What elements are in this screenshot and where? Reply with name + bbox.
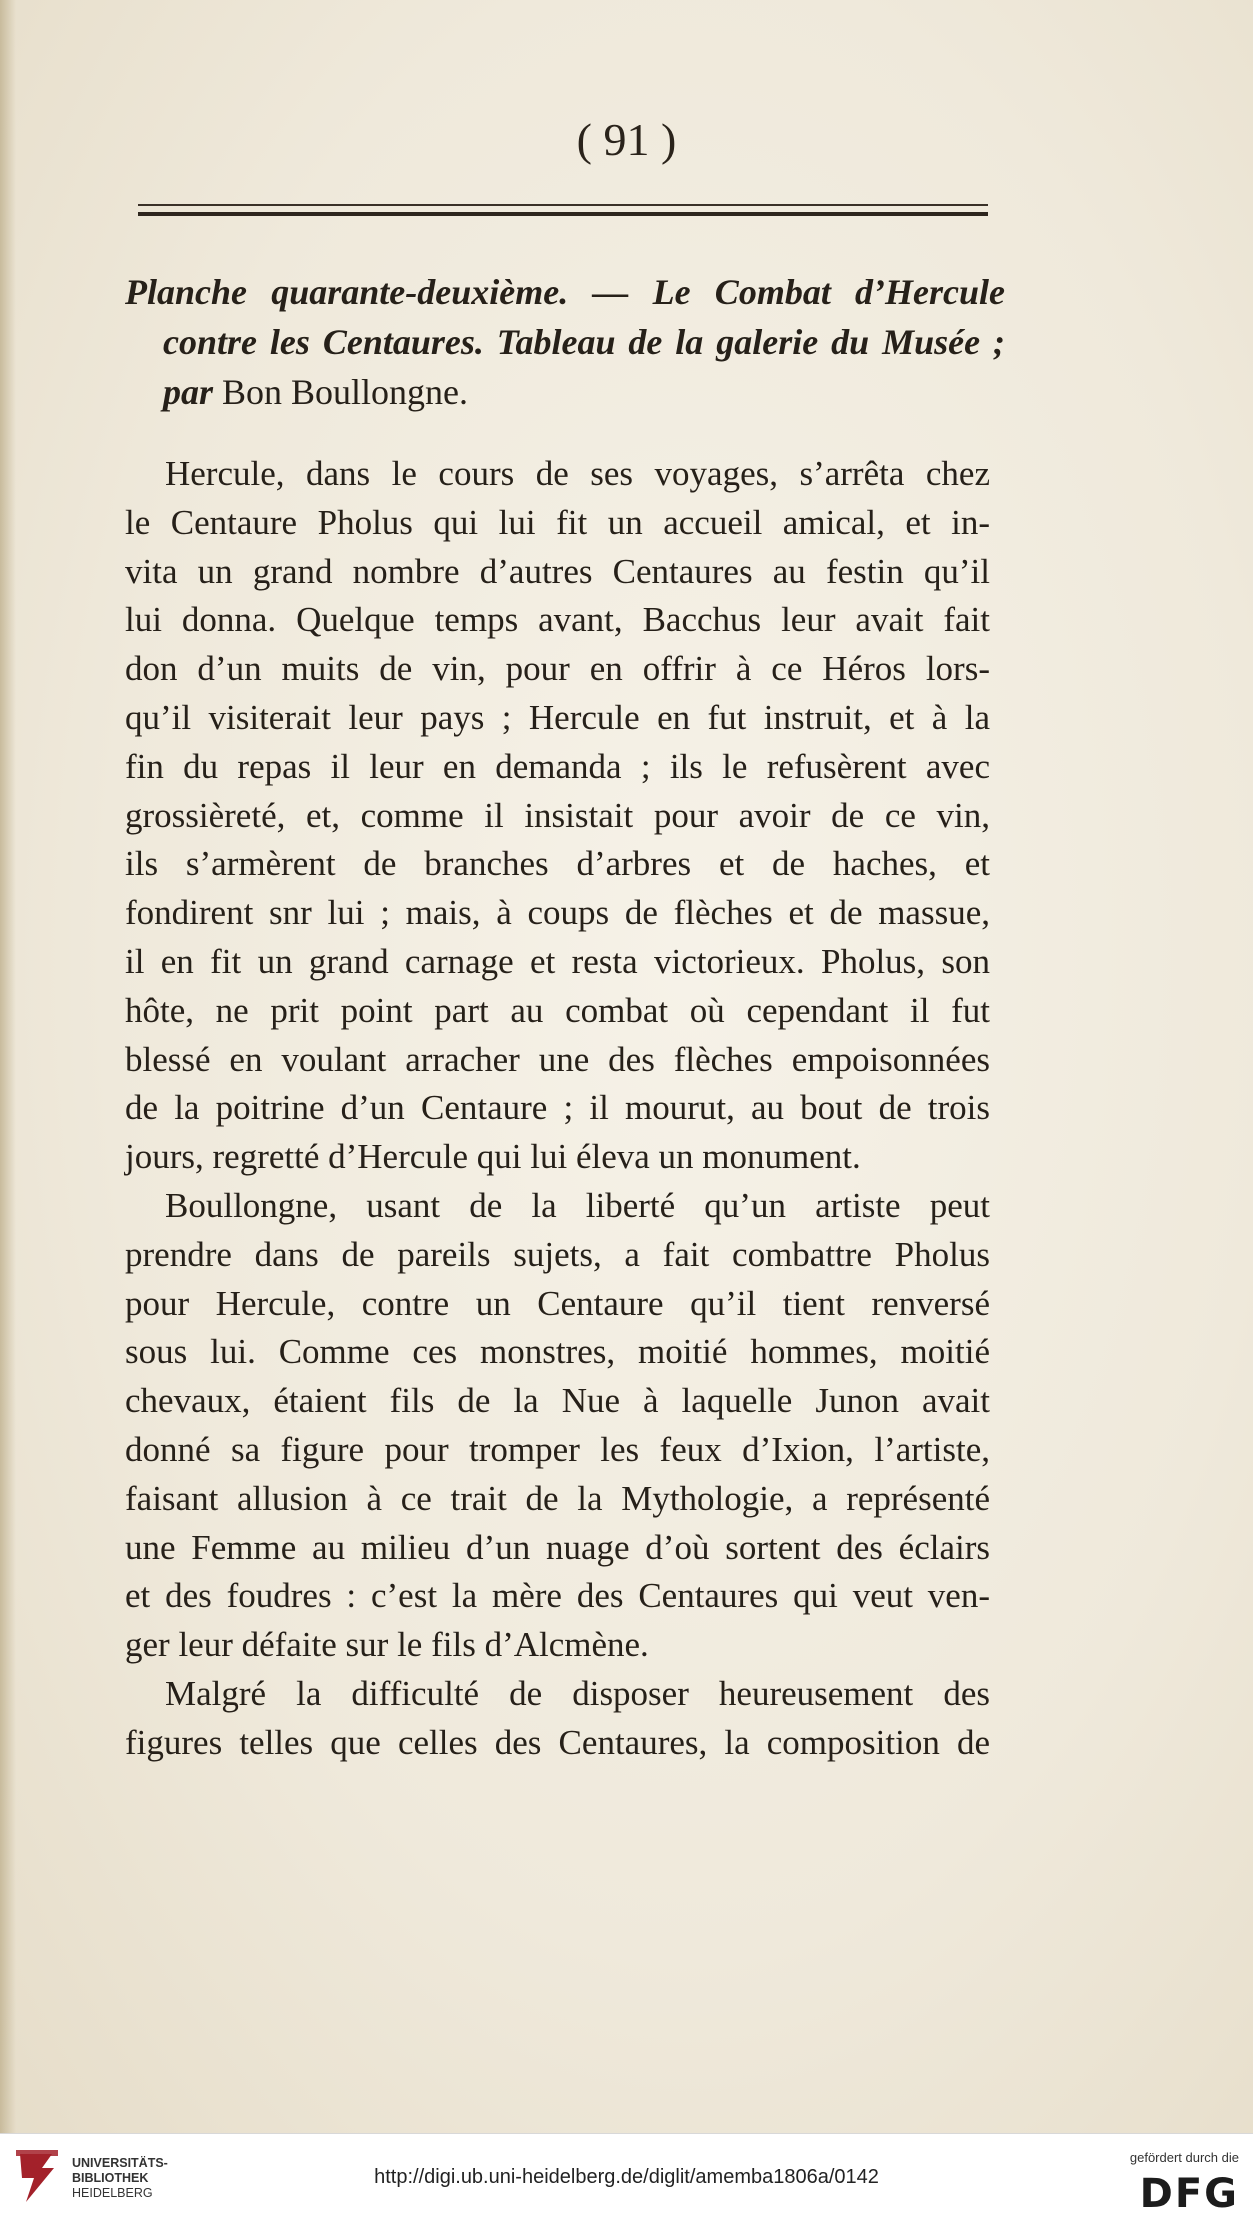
text-line: de la poitrine d’un Centaure ; il mourut, au bout de trois bbox=[125, 1088, 990, 1128]
heading-line bbox=[125, 267, 1005, 317]
text-line: lui donna. Quelque temps avant, Bacchus leur avait fait bbox=[125, 600, 990, 640]
text-line: le Centaure Pholus qui lui fit un accueil amical, et in- bbox=[125, 502, 990, 542]
library-name-line: BIBLIOTHEK bbox=[72, 2171, 149, 2185]
body-text bbox=[125, 450, 990, 1768]
heading-line bbox=[125, 367, 1005, 417]
paragraph bbox=[125, 1670, 990, 1768]
text-line: ger leur défaite sur le fils d’Alcmène. bbox=[125, 1625, 649, 1665]
heading-attribution: Bon Boullongne. bbox=[213, 372, 469, 412]
heading-line bbox=[125, 317, 1005, 367]
text-line: qu’il visiterait leur pays ; Hercule en fut instruit, et à la bbox=[125, 697, 990, 737]
text-line: fin du repas il leur en demanda ; ils le refusèrent avec bbox=[125, 746, 990, 786]
library-name-line: UNIVERSITÄTS- bbox=[72, 2156, 168, 2170]
text-line: Malgré la difficulté de disposer heureusement des bbox=[165, 1673, 990, 1713]
paragraph bbox=[125, 450, 990, 1182]
header-rule-thin bbox=[138, 204, 988, 206]
permalink-url[interactable]: http://digi.ub.uni-heidelberg.de/diglit/amemba1806a/0142 bbox=[374, 2166, 879, 2188]
text-line: prendre dans de pareils sujets, a fait combattre Pholus bbox=[125, 1234, 990, 1274]
text-line: et des foudres : c’est la mère des Centaures qui veut ven- bbox=[125, 1576, 990, 1616]
text-line: vita un grand nombre d’autres Centaures au festin qu’il bbox=[125, 551, 990, 591]
page-number: ( 91 ) bbox=[576, 114, 677, 165]
header-rule-thick bbox=[138, 212, 988, 216]
text-line: pour Hercule, contre un Centaure qu’il tient renversé bbox=[125, 1283, 990, 1323]
library-name-line: HEIDELBERG bbox=[72, 2186, 153, 2200]
digitization-footer bbox=[0, 2133, 1253, 2224]
text-line: sous lui. Comme ces monstres, moitié hommes, moitié bbox=[125, 1332, 990, 1372]
text-line: Boullongne, usant de la liberté qu’un artiste peut bbox=[165, 1185, 990, 1225]
text-line: Hercule, dans le cours de ses voyages, s’arrêta chez bbox=[165, 454, 990, 493]
text-line: une Femme au milieu d’un nuage d’où sortent des éclairs bbox=[125, 1527, 990, 1567]
heading-text: contre les Centaures. Tableau de la galerie du Musée ; bbox=[163, 322, 1005, 362]
text-line: figures telles que celles des Centaures, la composition de bbox=[125, 1722, 990, 1762]
text-line: blessé en voulant arracher une des flèches empoisonnées bbox=[125, 1039, 990, 1079]
text-line: chevaux, étaient fils de la Nue à laquelle Junon avait bbox=[125, 1381, 990, 1421]
text-line: ils s’armèrent de branches d’arbres et de haches, et bbox=[125, 844, 990, 884]
text-line: grossièreté, et, comme il insistait pour avoir de ce vin, bbox=[125, 795, 990, 835]
text-line: don d’un muits de vin, pour en offrir à ce Héros lors- bbox=[125, 649, 990, 689]
text-line: donné sa figure pour tromper les feux d’Ixion, l’artiste, bbox=[125, 1429, 990, 1469]
page-edge-shadow bbox=[0, 0, 16, 2133]
plate-heading bbox=[125, 267, 1005, 417]
heading-text: Planche quarante-deuxième. — Le Combat d’Hercule bbox=[125, 272, 1005, 312]
text-line: faisant allusion à ce trait de la Mythologie, a représenté bbox=[125, 1478, 990, 1518]
text-line: fondirent snr lui ; mais, à coups de flèches et de massue, bbox=[125, 893, 990, 933]
paragraph bbox=[125, 1182, 990, 1670]
dfg-logo: DFG bbox=[1139, 2171, 1239, 2217]
text-line: hôte, ne prit point part au combat où cependant il fut bbox=[125, 990, 990, 1030]
text-line: il en fit un grand carnage et resta victorieux. Pholus, son bbox=[125, 941, 990, 981]
funding-note: gefördert durch die bbox=[1129, 2150, 1239, 2165]
heading-text-italic: par bbox=[163, 372, 214, 412]
text-line: jours, regretté d’Hercule qui lui éleva un monument. bbox=[125, 1137, 861, 1177]
